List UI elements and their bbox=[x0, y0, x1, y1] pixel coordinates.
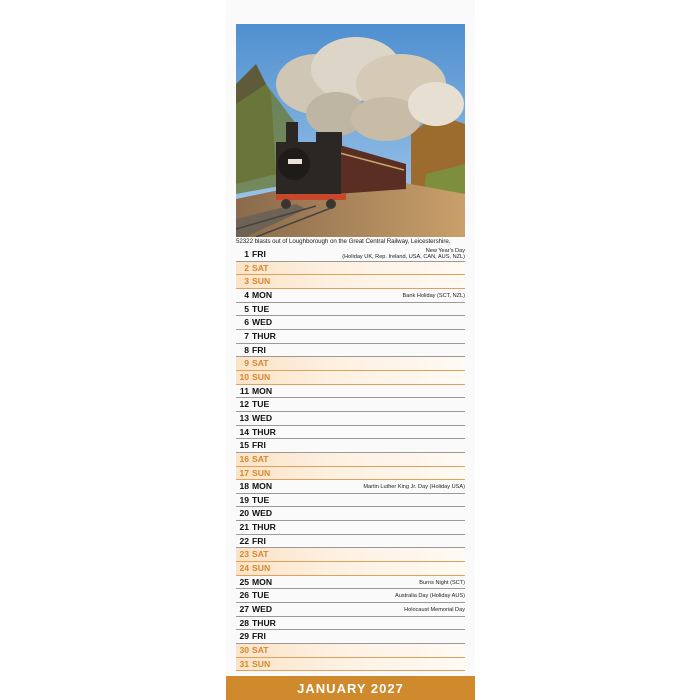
day-name: TUE bbox=[252, 303, 270, 314]
day-name: MON bbox=[252, 289, 273, 300]
day-row bbox=[236, 439, 465, 453]
day-row bbox=[236, 371, 465, 385]
day-row bbox=[236, 426, 465, 440]
day-number: 31 bbox=[239, 658, 249, 669]
day-number: 6 bbox=[244, 317, 249, 328]
calendar-page bbox=[226, 0, 475, 700]
day-row bbox=[236, 275, 465, 289]
day-name: SUN bbox=[252, 467, 271, 478]
day-name: WED bbox=[252, 508, 273, 519]
day-name: TUE bbox=[252, 494, 270, 505]
day-name: FRI bbox=[252, 535, 266, 546]
day-name: SAT bbox=[252, 453, 269, 464]
day-name: MON bbox=[252, 576, 273, 587]
day-row bbox=[236, 330, 465, 344]
day-name: THUR bbox=[252, 617, 276, 628]
holiday-note-line: Martin Luther King Jr. Day (Holiday USA) bbox=[363, 484, 465, 491]
day-number: 8 bbox=[244, 344, 249, 355]
holiday-note-line: Bank Holiday (SCT, NZL) bbox=[402, 292, 465, 299]
day-number: 9 bbox=[244, 358, 249, 369]
month-footer bbox=[226, 676, 475, 700]
day-number: 3 bbox=[244, 276, 249, 287]
day-name: SAT bbox=[252, 358, 269, 369]
day-number: 22 bbox=[239, 535, 249, 546]
day-row bbox=[236, 548, 465, 562]
day-number: 24 bbox=[239, 563, 249, 574]
day-number: 29 bbox=[239, 631, 249, 642]
day-row bbox=[236, 480, 465, 494]
day-number: 12 bbox=[239, 399, 249, 410]
day-row bbox=[236, 303, 465, 317]
photo-caption: 52322 blasts out of Loughborough on the Great Central Railway, Leicestershire. bbox=[236, 238, 451, 245]
day-row bbox=[236, 453, 465, 467]
day-row bbox=[236, 398, 465, 412]
day-row bbox=[236, 316, 465, 330]
day-name: WED bbox=[252, 412, 273, 423]
day-name: TUE bbox=[252, 590, 270, 601]
day-number: 4 bbox=[244, 289, 249, 300]
day-number: 15 bbox=[239, 440, 249, 451]
holiday-note-line: Australia Day (Holiday AUS) bbox=[395, 593, 465, 600]
day-name: THUR bbox=[252, 426, 276, 437]
day-row bbox=[236, 576, 465, 590]
day-number: 11 bbox=[239, 385, 249, 396]
holiday-note bbox=[363, 484, 465, 490]
day-row bbox=[236, 521, 465, 535]
day-row bbox=[236, 589, 465, 603]
day-number: 19 bbox=[239, 494, 249, 505]
day-row bbox=[236, 494, 465, 508]
day-name: THUR bbox=[252, 522, 276, 533]
day-name: MON bbox=[252, 481, 273, 492]
day-row bbox=[236, 644, 465, 658]
day-name: SUN bbox=[252, 276, 271, 287]
day-name: SUN bbox=[252, 658, 271, 669]
day-row bbox=[236, 630, 465, 644]
holiday-note bbox=[395, 593, 465, 599]
day-number: 14 bbox=[239, 426, 249, 437]
month-label: JANUARY 2027 bbox=[297, 680, 404, 696]
day-number: 28 bbox=[239, 617, 249, 628]
day-name: SAT bbox=[252, 549, 269, 560]
day-number: 20 bbox=[239, 508, 249, 519]
steam-train-illustration bbox=[236, 24, 465, 237]
day-row bbox=[236, 289, 465, 303]
day-row bbox=[236, 262, 465, 276]
day-name: TUE bbox=[252, 399, 270, 410]
day-row bbox=[236, 357, 465, 371]
day-name: FRI bbox=[252, 440, 266, 451]
holiday-note-line: (Holiday UK, Rep. Ireland, USA, CAN, AUS, NZL) bbox=[342, 254, 465, 261]
holiday-note bbox=[342, 248, 465, 261]
day-number: 30 bbox=[239, 645, 249, 656]
day-name: WED bbox=[252, 604, 273, 615]
day-number: 13 bbox=[239, 412, 249, 423]
day-name: SAT bbox=[252, 262, 269, 273]
day-number: 26 bbox=[239, 590, 249, 601]
day-name: THUR bbox=[252, 330, 276, 341]
day-row bbox=[236, 507, 465, 521]
day-row bbox=[236, 412, 465, 426]
day-row bbox=[236, 603, 465, 617]
day-number: 7 bbox=[244, 330, 249, 341]
day-number: 1 bbox=[244, 249, 249, 259]
day-row bbox=[236, 248, 465, 262]
day-number: 2 bbox=[244, 262, 249, 273]
day-name: MON bbox=[252, 385, 273, 396]
day-name: SUN bbox=[252, 563, 271, 574]
day-row bbox=[236, 467, 465, 481]
day-row bbox=[236, 344, 465, 358]
day-row bbox=[236, 617, 465, 631]
day-number: 17 bbox=[239, 467, 249, 478]
locomotive-photo bbox=[236, 24, 465, 237]
day-number: 23 bbox=[239, 549, 249, 560]
day-name: FRI bbox=[252, 249, 266, 259]
day-name: SAT bbox=[252, 645, 269, 656]
day-name: WED bbox=[252, 317, 273, 328]
day-number: 5 bbox=[244, 303, 249, 314]
day-number: 18 bbox=[239, 481, 249, 492]
day-number: 27 bbox=[239, 604, 249, 615]
day-row bbox=[236, 562, 465, 576]
day-number: 25 bbox=[239, 576, 249, 587]
day-list bbox=[236, 248, 465, 671]
day-name: SUN bbox=[252, 371, 271, 382]
holiday-note bbox=[404, 607, 465, 613]
day-number: 10 bbox=[239, 371, 249, 382]
day-row bbox=[236, 535, 465, 549]
holiday-note-line: New Year's Day bbox=[425, 248, 465, 254]
holiday-note-line: Burns Night (SCT) bbox=[419, 579, 465, 586]
day-name: FRI bbox=[252, 344, 266, 355]
holiday-note-line: Holocaust Memorial Day bbox=[404, 607, 465, 614]
holiday-note bbox=[403, 293, 465, 299]
day-number: 21 bbox=[239, 522, 249, 533]
locomotive-number-plate bbox=[288, 159, 302, 164]
day-row bbox=[236, 385, 465, 399]
holiday-note bbox=[419, 580, 465, 586]
day-number: 16 bbox=[239, 453, 249, 464]
day-name: FRI bbox=[252, 631, 266, 642]
day-row bbox=[236, 658, 465, 672]
